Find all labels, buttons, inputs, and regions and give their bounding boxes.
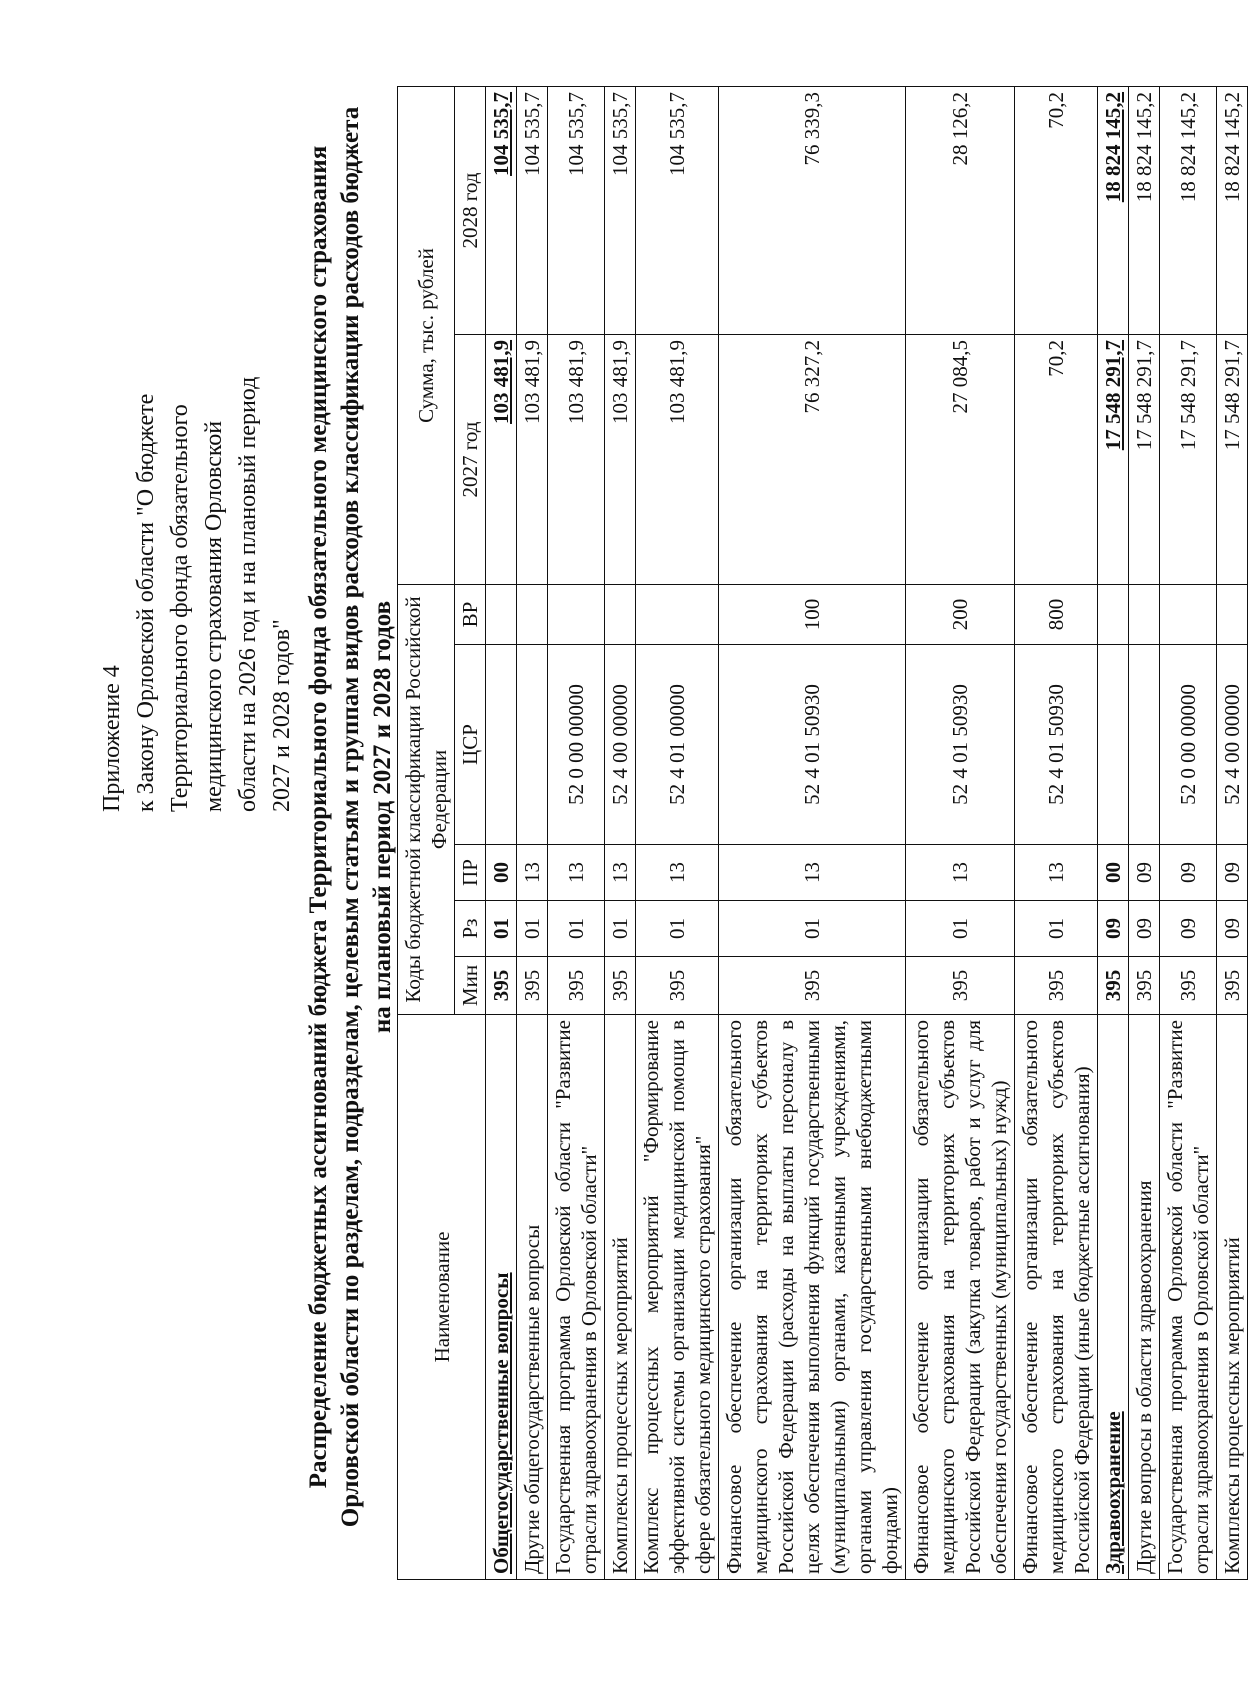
cell-csr: 52 4 00 00000 [1217, 645, 1248, 845]
cell-2027: 103 481,9 [517, 334, 548, 584]
appendix-line: медицинского страхования Орловской [201, 420, 227, 812]
cell-csr: 52 4 01 50930 [906, 645, 1015, 845]
cell-rz: 01 [486, 901, 517, 957]
cell-name: Здравоохранение [1098, 1015, 1129, 1580]
cell-rz: 09 [1129, 901, 1160, 957]
header-min: Мин [455, 957, 486, 1015]
table-row [636, 86, 719, 1579]
cell-name: Другие общегосударственные вопросы [517, 1015, 548, 1580]
cell-2028: 104 535,7 [517, 86, 548, 334]
cell-csr [486, 645, 517, 845]
cell-2028: 18 824 145,2 [1160, 86, 1217, 334]
cell-2027: 17 548 291,7 [1098, 334, 1129, 584]
cell-2027: 103 481,9 [548, 334, 605, 584]
cell-vr [605, 584, 636, 644]
cell-min: 395 [605, 957, 636, 1015]
cell-vr [486, 584, 517, 644]
table-row [1015, 86, 1098, 1579]
cell-rz: 01 [906, 901, 1015, 957]
budget-allocation-table [397, 86, 1248, 1580]
cell-2027: 17 548 291,7 [1160, 334, 1217, 584]
cell-vr [517, 584, 548, 644]
cell-2027: 103 481,9 [486, 334, 517, 584]
table-row [548, 86, 605, 1579]
cell-name: Государственная программа Орловской области "Развитие отрасли здравоохранения в Орловской области" [548, 1015, 605, 1580]
cell-pr: 13 [719, 845, 906, 901]
cell-min: 395 [1129, 957, 1160, 1015]
table-row [486, 86, 517, 1579]
table-row [1160, 86, 1217, 1579]
cell-csr: 52 0 00 00000 [1160, 645, 1217, 845]
cell-2027: 70,2 [1015, 334, 1098, 584]
cell-pr: 13 [605, 845, 636, 901]
cell-vr [1160, 584, 1217, 644]
document-page [25, 32, 1244, 1672]
appendix-line: 2027 и 2028 годов" [269, 619, 295, 812]
cell-min: 395 [1015, 957, 1098, 1015]
cell-vr: 800 [1015, 584, 1098, 644]
cell-csr: 52 4 01 50930 [719, 645, 906, 845]
cell-vr [636, 584, 719, 644]
cell-pr: 09 [1160, 845, 1217, 901]
cell-pr: 00 [486, 845, 517, 901]
table-row [605, 86, 636, 1579]
cell-name: Комплексы процессных мероприятий [1217, 1015, 1248, 1580]
cell-2027: 103 481,9 [605, 334, 636, 584]
cell-name: Комплекс процессных мероприятий "Формирование эффективной системы организации медицинской помощи в сфере обязательного медицинского страхования" [636, 1015, 719, 1580]
cell-rz: 01 [517, 901, 548, 957]
cell-rz: 01 [1015, 901, 1098, 957]
cell-name: Финансовое обеспечение организации обязательного медицинского страхования на территориях субъектов Российской Федерации (закупка товаров, работ и услуг для обеспечения государственных (муниципальных) нужд) [906, 1015, 1015, 1580]
appendix-line: Территориального фонда обязательного [167, 404, 193, 812]
cell-pr: 09 [1129, 845, 1160, 901]
cell-min: 395 [636, 957, 719, 1015]
cell-rz: 01 [719, 901, 906, 957]
cell-pr: 13 [548, 845, 605, 901]
cell-csr: 52 4 01 00000 [636, 645, 719, 845]
cell-csr [517, 645, 548, 845]
table-row [517, 86, 548, 1579]
table-row [906, 86, 1015, 1579]
document-title: Распределение бюджетных ассигнований бюджета Территориального фонда обязательного медицинского страхования Орловской области по разделам, подразделам, целевым статьям и группам видов расходов классификации расходов бюджета на плановый период 2027 и 2028 годов [305, 106, 396, 1528]
cell-min: 395 [548, 957, 605, 1015]
appendix-line: Приложение 4 [99, 665, 125, 812]
cell-pr: 13 [1015, 845, 1098, 901]
cell-2028: 18 824 145,2 [1098, 86, 1129, 334]
cell-rz: 01 [636, 901, 719, 957]
cell-2028: 18 824 145,2 [1217, 86, 1248, 334]
cell-name: Общегосударственные вопросы [486, 1015, 517, 1580]
table-header-row [398, 86, 455, 1579]
cell-pr: 13 [636, 845, 719, 901]
cell-2027: 17 548 291,7 [1217, 334, 1248, 584]
cell-pr: 13 [517, 845, 548, 901]
header-name: Наименование [398, 1015, 486, 1580]
cell-2027: 27 084,5 [906, 334, 1015, 584]
header-codes-group: Коды бюджетной классификации Российской Федерации [398, 584, 455, 1014]
cell-vr [1217, 584, 1248, 644]
table-row [719, 86, 906, 1579]
cell-min: 395 [1217, 957, 1248, 1015]
cell-rz: 09 [1160, 901, 1217, 957]
cell-name: Финансовое обеспечение организации обязательного медицинского страхования на территориях субъектов Российской Федерации (иные бюджетные ассигнования) [1015, 1015, 1098, 1580]
cell-min: 395 [1098, 957, 1129, 1015]
cell-min: 395 [906, 957, 1015, 1015]
appendix-line: области на 2026 год и на плановый период [235, 376, 261, 812]
cell-csr: 52 0 00 00000 [548, 645, 605, 845]
cell-2027: 76 327,2 [719, 334, 906, 584]
header-year-2028: 2028 год [455, 86, 486, 334]
header-year-2027: 2027 год [455, 334, 486, 584]
cell-rz: 01 [548, 901, 605, 957]
cell-csr [1098, 645, 1129, 845]
cell-2028: 104 535,7 [486, 86, 517, 334]
appendix-header [95, 112, 299, 812]
cell-min: 395 [719, 957, 906, 1015]
cell-pr: 09 [1217, 845, 1248, 901]
header-csr: ЦСР [455, 645, 486, 845]
cell-2028: 104 535,7 [636, 86, 719, 334]
appendix-line: к Закону Орловской области "О бюджете [133, 393, 159, 812]
cell-name: Комплексы процессных мероприятий [605, 1015, 636, 1580]
cell-pr: 00 [1098, 845, 1129, 901]
table-body [486, 86, 1248, 1579]
table-row [1217, 86, 1248, 1579]
cell-2028: 76 339,3 [719, 86, 906, 334]
cell-2027: 17 548 291,7 [1129, 334, 1160, 584]
cell-2028: 104 535,7 [605, 86, 636, 334]
cell-2027: 103 481,9 [636, 334, 719, 584]
table-row [1098, 86, 1129, 1579]
cell-name: Государственная программа Орловской области "Развитие отрасли здравоохранения в Орловской области" [1160, 1015, 1217, 1580]
header-sum-group: Сумма, тыс. рублей [398, 86, 455, 584]
header-rz: Рз [455, 901, 486, 957]
cell-rz: 09 [1098, 901, 1129, 957]
cell-csr: 52 4 01 50930 [1015, 645, 1098, 845]
cell-min: 395 [1160, 957, 1217, 1015]
cell-rz: 09 [1217, 901, 1248, 957]
cell-vr: 100 [719, 584, 906, 644]
header-pr: ПР [455, 845, 486, 901]
cell-min: 395 [486, 957, 517, 1015]
cell-2028: 28 126,2 [906, 86, 1015, 334]
cell-pr: 13 [906, 845, 1015, 901]
cell-2028: 104 535,7 [548, 86, 605, 334]
cell-vr: 200 [906, 584, 1015, 644]
cell-min: 395 [517, 957, 548, 1015]
header-vr: ВР [455, 584, 486, 644]
cell-2028: 18 824 145,2 [1129, 86, 1160, 334]
cell-csr [1129, 645, 1160, 845]
cell-vr [1098, 584, 1129, 644]
table-row [1129, 86, 1160, 1579]
cell-vr [1129, 584, 1160, 644]
cell-name: Другие вопросы в области здравоохранения [1129, 1015, 1160, 1580]
cell-vr [548, 584, 605, 644]
cell-rz: 01 [605, 901, 636, 957]
cell-csr: 52 4 00 00000 [605, 645, 636, 845]
cell-2028: 70,2 [1015, 86, 1098, 334]
cell-name: Финансовое обеспечение организации обязательного медицинского страхования на территориях субъектов Российской Федерации (расходы на выплаты персоналу в целях обеспечения выполнения функций государственными (муниципальными) органами, казенными учреждениями, органами управления государственными внебюджетными фондами) [719, 1015, 906, 1580]
